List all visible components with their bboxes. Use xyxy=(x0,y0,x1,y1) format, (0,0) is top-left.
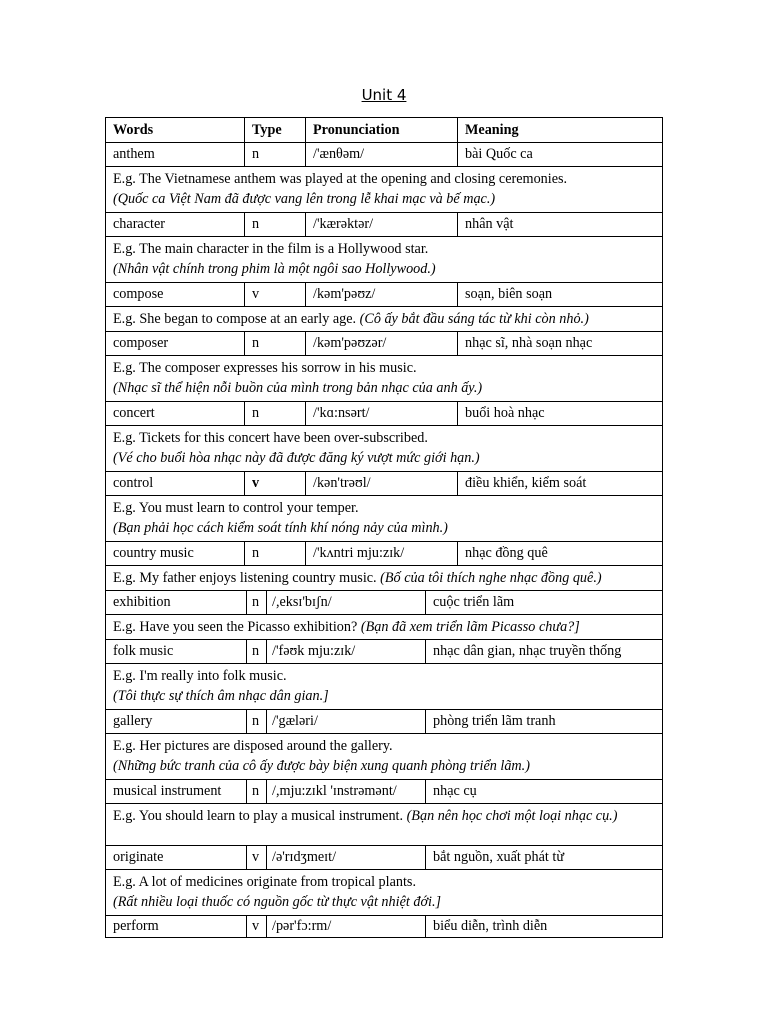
table-row xyxy=(106,916,663,938)
example-row xyxy=(106,307,663,332)
type-cell: v xyxy=(245,472,306,495)
example-vietnamese: (Những bức tranh của cô ấy được bày biện xung quanh phòng triển lãm.) xyxy=(113,758,530,774)
word-cell: concert xyxy=(106,402,245,425)
example-cell xyxy=(106,566,663,590)
example-vietnamese: (Bố của tôi thích nghe nhạc đồng quê.) xyxy=(380,570,602,586)
example-vietnamese: (Bạn phải học cách kiểm soát tính khí nóng nảy của mình.) xyxy=(113,520,448,536)
example-row xyxy=(106,664,663,710)
meaning-cell: điều khiển, kiểm soát xyxy=(458,472,663,495)
meaning-cell: nhạc sĩ, nhà soạn nhạc xyxy=(458,332,663,355)
example-cell xyxy=(106,870,663,915)
type-cell: n xyxy=(245,332,306,355)
table-row xyxy=(106,213,663,237)
table-row xyxy=(106,472,663,496)
table-header-row xyxy=(106,118,663,143)
vocabulary-table xyxy=(105,117,663,938)
example-row xyxy=(106,167,663,213)
table-row xyxy=(106,780,663,804)
header-words: Words xyxy=(106,118,245,142)
example-cell xyxy=(106,307,663,331)
example-vietnamese: (Nhạc sĩ thể hiện nỗi buồn của mình trong bản nhạc của anh ấy.) xyxy=(113,380,483,396)
pronunciation-cell: /kən'trəʊl/ xyxy=(306,472,458,495)
header-meaning: Meaning xyxy=(458,118,663,142)
example-row xyxy=(106,734,663,780)
example-row xyxy=(106,496,663,542)
type-cell: n xyxy=(245,402,306,425)
table-row xyxy=(106,640,663,664)
word-cell: character xyxy=(106,213,245,236)
pronunciation-cell: /,mju:zɪkl 'ɪnstrəmənt/ xyxy=(267,780,426,803)
example-english: E.g. Have you seen the Picasso exhibition? xyxy=(113,619,361,635)
word-cell: country music xyxy=(106,542,245,565)
pronunciation-cell: /ə'rɪdʒmeɪt/ xyxy=(267,846,426,869)
meaning-cell: cuộc triển lãm xyxy=(426,591,663,614)
meaning-cell: phòng triển lãm tranh xyxy=(426,710,663,733)
example-vietnamese: (Tôi thực sự thích âm nhạc dân gian.] xyxy=(113,688,329,704)
type-cell: n xyxy=(247,710,267,733)
word-cell: originate xyxy=(106,846,247,869)
example-row xyxy=(106,615,663,640)
meaning-cell: buổi hoà nhạc xyxy=(458,402,663,425)
example-row xyxy=(106,237,663,283)
pronunciation-cell: /pər'fɔ:rm/ xyxy=(267,916,426,937)
example-row xyxy=(106,870,663,916)
word-cell: perform xyxy=(106,916,247,937)
word-cell: composer xyxy=(106,332,245,355)
meaning-cell: nhạc cụ xyxy=(426,780,663,803)
example-cell xyxy=(106,167,663,212)
word-cell: folk music xyxy=(106,640,247,663)
pronunciation-cell: /'ænθəm/ xyxy=(306,143,458,166)
example-english: E.g. You should learn to play a musical instrument. xyxy=(113,808,407,824)
table-row xyxy=(106,332,663,356)
example-row xyxy=(106,804,663,846)
type-cell: n xyxy=(245,143,306,166)
meaning-cell: nhạc đồng quê xyxy=(458,542,663,565)
example-english: E.g. Her pictures are disposed around the gallery. xyxy=(113,738,393,754)
example-english: E.g. My father enjoys listening country music. xyxy=(113,570,381,586)
example-vietnamese: (Quốc ca Việt Nam đã được vang lên trong lễ khai mạc và bế mạc.) xyxy=(113,191,496,207)
example-cell xyxy=(106,356,663,401)
example-vietnamese: (Rất nhiều loại thuốc có nguồn gốc từ thực vật nhiệt đới.] xyxy=(113,894,442,910)
meaning-cell: nhân vật xyxy=(458,213,663,236)
header-pronunciation: Pronunciation xyxy=(306,118,458,142)
pronunciation-cell: /'gæləri/ xyxy=(267,710,426,733)
word-cell: musical instrument xyxy=(106,780,247,803)
type-cell: v xyxy=(247,916,267,937)
type-cell: n xyxy=(245,213,306,236)
example-row xyxy=(106,356,663,402)
word-cell: anthem xyxy=(106,143,245,166)
type-cell: n xyxy=(247,640,267,663)
pronunciation-cell: /'kʌntri mju:zɪk/ xyxy=(306,542,458,565)
example-cell xyxy=(106,804,663,845)
word-cell: compose xyxy=(106,283,245,306)
table-row xyxy=(106,402,663,426)
pronunciation-cell: /'kærəktər/ xyxy=(306,213,458,236)
type-cell: v xyxy=(245,283,306,306)
table-row xyxy=(106,710,663,734)
word-cell: gallery xyxy=(106,710,247,733)
type-cell: v xyxy=(247,846,267,869)
table-row xyxy=(106,283,663,307)
table-row xyxy=(106,542,663,566)
example-english: E.g. The main character in the film is a Hollywood star. xyxy=(113,241,429,257)
pronunciation-cell: /'kɑ:nsərt/ xyxy=(306,402,458,425)
pronunciation-cell: /kəm'pəʊz/ xyxy=(306,283,458,306)
table-row xyxy=(106,846,663,870)
table-row xyxy=(106,143,663,167)
example-english: E.g. The Vietnamese anthem was played at the opening and closing ceremonies. xyxy=(113,171,568,187)
example-cell xyxy=(106,664,663,709)
pronunciation-cell: /'fəʊk mju:zɪk/ xyxy=(267,640,426,663)
example-vietnamese: (Vé cho buổi hòa nhạc này đã được đăng ký vượt mức giới hạn.) xyxy=(113,450,480,466)
table-row xyxy=(106,591,663,615)
page-title: Unit 4 xyxy=(361,86,407,104)
example-english: E.g. Tickets for this concert have been over-subscribed. xyxy=(113,430,428,446)
example-cell xyxy=(106,615,663,639)
example-cell xyxy=(106,496,663,541)
example-vietnamese: (Nhân vật chính trong phim là một ngôi sao Hollywood.) xyxy=(113,261,436,277)
pronunciation-cell: /,eksɪ'bɪʃn/ xyxy=(267,591,426,614)
meaning-cell: bài Quốc ca xyxy=(458,143,663,166)
type-cell: n xyxy=(245,542,306,565)
example-row xyxy=(106,566,663,591)
example-english: E.g. The composer expresses his sorrow in his music. xyxy=(113,360,417,376)
word-cell: control xyxy=(106,472,245,495)
meaning-cell: nhạc dân gian, nhạc truyền thống xyxy=(426,640,663,663)
example-english: E.g. She began to compose at an early age. xyxy=(113,311,360,327)
example-cell xyxy=(106,426,663,471)
example-vietnamese: (Bạn đã xem triển lãm Picasso chưa?] xyxy=(360,619,580,635)
pronunciation-cell: /kəm'pəʊzər/ xyxy=(306,332,458,355)
meaning-cell: bắt nguồn, xuất phát từ xyxy=(426,846,663,869)
header-type: Type xyxy=(245,118,306,142)
example-cell xyxy=(106,734,663,779)
word-cell: exhibition xyxy=(106,591,247,614)
example-row xyxy=(106,426,663,472)
example-cell xyxy=(106,237,663,282)
example-vietnamese: (Bạn nên học chơi một loại nhạc cụ.) xyxy=(406,808,618,824)
example-vietnamese: (Cô ấy bắt đầu sáng tác từ khi còn nhỏ.) xyxy=(359,311,589,327)
meaning-cell: soạn, biên soạn xyxy=(458,283,663,306)
type-cell: n xyxy=(247,780,267,803)
example-english: E.g. You must learn to control your temper. xyxy=(113,500,359,516)
meaning-cell: biểu diễn, trình diễn xyxy=(426,916,663,937)
example-english: E.g. I'm really into folk music. xyxy=(113,668,287,684)
type-cell: n xyxy=(247,591,267,614)
example-english: E.g. A lot of medicines originate from tropical plants. xyxy=(113,874,416,890)
